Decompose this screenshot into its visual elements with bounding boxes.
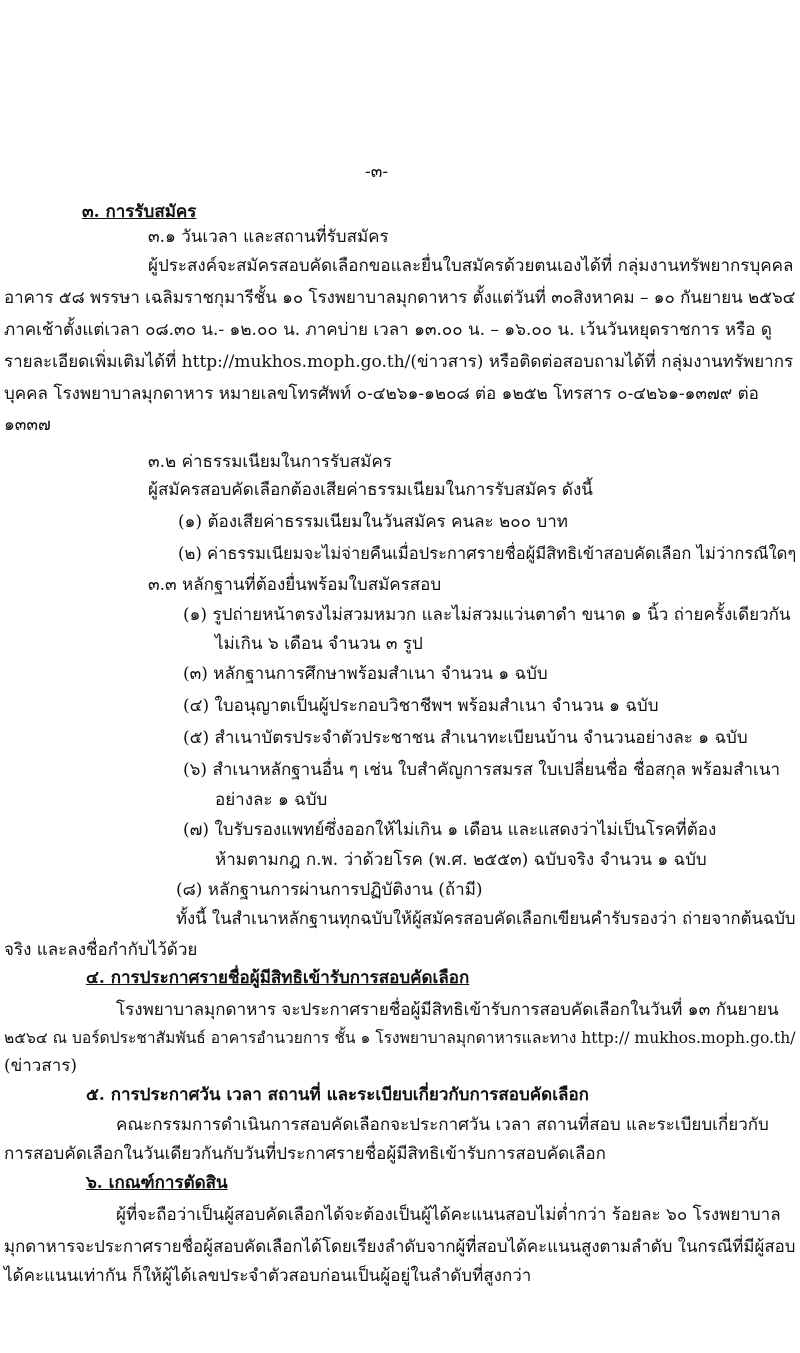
document-item: (๘) หลักฐานการผ่านการปฏิบัติงาน (ถ้ามี) — [176, 880, 483, 900]
certification-note: ทั้งนี้ ในสำเนาหลักฐานทุกฉบับให้ผู้สมัครสอบคัดเลือกเขียนคำรับรองว่า ถ่ายจากต้นฉบับ — [176, 908, 796, 928]
section-3-3-title: ๓.๓ หลักฐานที่ต้องยื่นพร้อมใบสมัครสอบ — [148, 575, 442, 595]
document-item: (๕) สำเนาบัตรประจำตัวประชาชน สำเนาทะเบียนบ้าน จำนวนอย่างละ ๑ ฉบับ — [183, 728, 748, 748]
certification-note: จริง และลงชื่อกำกับไว้ด้วย — [4, 940, 198, 960]
section-3-1-line: บุคคล โรงพยาบาลมุกดาหาร หมายเลขโทรศัพท์ ๐-๔๒๖๑-๑๒๐๘ ต่อ ๑๒๕๒ โทรสาร ๐-๔๒๖๑-๑๓๗๙ ต่อ — [4, 384, 759, 404]
section-3-2-intro: ผู้สมัครสอบคัดเลือกต้องเสียค่าธรรมเนียมในการรับสมัคร ดังนี้ — [148, 480, 593, 500]
section-5-line: คณะกรรมการดำเนินการสอบคัดเลือกจะประกาศวัน เวลา สถานที่สอบ และระเบียบเกี่ยวกับ — [116, 1115, 769, 1135]
section-4-line: โรงพยาบาลมุกดาหาร จะประกาศรายชื่อผู้มีสิทธิเข้ารับการสอบคัดเลือกในวันที่ ๑๓ กันยายน — [116, 1000, 779, 1020]
fee-item: (๒) ค่าธรรมเนียมจะไม่จ่ายคืนเมื่อประกาศรายชื่อผู้มีสิทธิเข้าสอบคัดเลือก ไม่ว่ากรณีใดๆ — [178, 544, 797, 563]
section-3-heading: ๓. การรับสมัคร — [82, 202, 197, 222]
document-item: (๓) หลักฐานการศึกษาพร้อมสำเนา จำนวน ๑ ฉบับ — [183, 664, 548, 684]
section-3-1-title: ๓.๑ วันเวลา และสถานที่รับสมัคร — [148, 227, 389, 247]
document-item-cont: ห้ามตามกฎ ก.พ. ว่าด้วยโรค (พ.ศ. ๒๕๕๓) ฉบับจริง จำนวน ๑ ฉบับ — [215, 850, 707, 870]
document-item: (๗) ใบรับรองแพทย์ซึ่งออกให้ไม่เกิน ๑ เดือน และแสดงว่าไม่เป็นโรคที่ต้อง — [183, 820, 717, 840]
section-5-heading: ๕. การประกาศวัน เวลา สถานที่ และระเบียบเกี่ยวกับการสอบคัดเลือก — [86, 1085, 589, 1105]
document-item-cont: ไม่เกิน ๖ เดือน จำนวน ๓ รูป — [215, 634, 423, 654]
section-4-line: ๒๕๖๔ ณ บอร์ดประชาสัมพันธ์ อาคารอำนวยการ ชั้น ๑ โรงพยาบาลมุกดาหารและทาง http:// mukhos.moph.go.th/ — [4, 1029, 796, 1047]
document-item: (๖) สำเนาหลักฐานอื่น ๆ เช่น ใบสำคัญการสมรส ใบเปลี่ยนชื่อ ชื่อสกุล พร้อมสำเนา — [183, 760, 781, 780]
section-5-line: การสอบคัดเลือกในวันเดียวกันกับวันที่ประกาศรายชื่อผู้มีสิทธิเข้ารับการสอบคัดเลือก — [4, 1144, 606, 1164]
section-4-line: (ข่าวสาร) — [4, 1056, 78, 1076]
document-item-cont: อย่างละ ๑ ฉบับ — [215, 790, 328, 810]
section-6-line: มุกดาหารจะประกาศรายชื่อผู้สอบคัดเลือกได้โดยเรียงลำดับจากผู้ที่สอบได้คะแนนสูงตามลำดับ ในกรณีที่มีผู้สอบ — [4, 1236, 796, 1256]
section-3-1-line: ภาคเช้าตั้งแต่เวลา ๐๘.๓๐ น.- ๑๒.๐๐ น. ภาคบ่าย เวลา ๑๓.๐๐ น. – ๑๖.๐๐ น. เว้นวันหยุดราชการ หรือ ดู — [4, 320, 772, 340]
document-item: (๔) ใบอนุญาตเป็นผู้ประกอบวิชาชีพฯ พร้อมสำเนา จำนวน ๑ ฉบับ — [183, 696, 659, 716]
fee-item: (๑) ต้องเสียค่าธรรมเนียมในวันสมัคร คนละ ๒๐๐ บาท — [178, 512, 568, 532]
section-3-1-line: ๑๓๓๗ — [4, 415, 51, 435]
section-3-2-title: ๓.๒ ค่าธรรมเนียมในการรับสมัคร — [148, 452, 392, 472]
section-4-heading: ๔. การประกาศรายชื่อผู้มีสิทธิเข้ารับการสอบคัดเลือก — [86, 968, 470, 988]
section-3-1-line: ผู้ประสงค์จะสมัครสอบคัดเลือกขอและยื่นใบสมัครด้วยตนเองได้ที่ กลุ่มงานทรัพยากรบุคคล — [148, 256, 794, 276]
section-6-line: ได้คะแนนเท่ากัน ก็ให้ผู้ได้เลขประจำตัวสอบก่อนเป็นผู้อยู่ในลำดับที่สูงกว่า — [4, 1266, 532, 1286]
section-6-line: ผู้ที่จะถือว่าเป็นผู้สอบคัดเลือกได้จะต้องเป็นผู้ได้คะแนนสอบไม่ต่ำกว่า ร้อยละ ๖๐ โรงพยาบาล — [116, 1205, 781, 1225]
section-3-1-line: อาคาร ๕๘ พรรษา เฉลิมราชกุมารีชั้น ๑๐ โรงพยาบาลมุกดาหาร ตั้งแต่วันที่ ๓๐สิงหาคม – ๑๐ กันยายน ๒๕๖๔ — [4, 287, 796, 307]
section-3-1-line: รายละเอียดเพิ่มเติมได้ที่ http://mukhos.moph.go.th/(ข่าวสาร) หรือติดต่อสอบถามได้ที่ กลุ่มงานทรัพยากร — [4, 352, 794, 372]
section-6-heading: ๖. เกณฑ์การตัดสิน — [86, 1173, 228, 1193]
page-number: -๓- — [365, 162, 389, 182]
document-item: (๑) รูปถ่ายหน้าตรงไม่สวมหมวก และไม่สวมแว่นตาดำ ขนาด ๑ นิ้ว ถ่ายครั้งเดียวกัน — [183, 605, 791, 625]
